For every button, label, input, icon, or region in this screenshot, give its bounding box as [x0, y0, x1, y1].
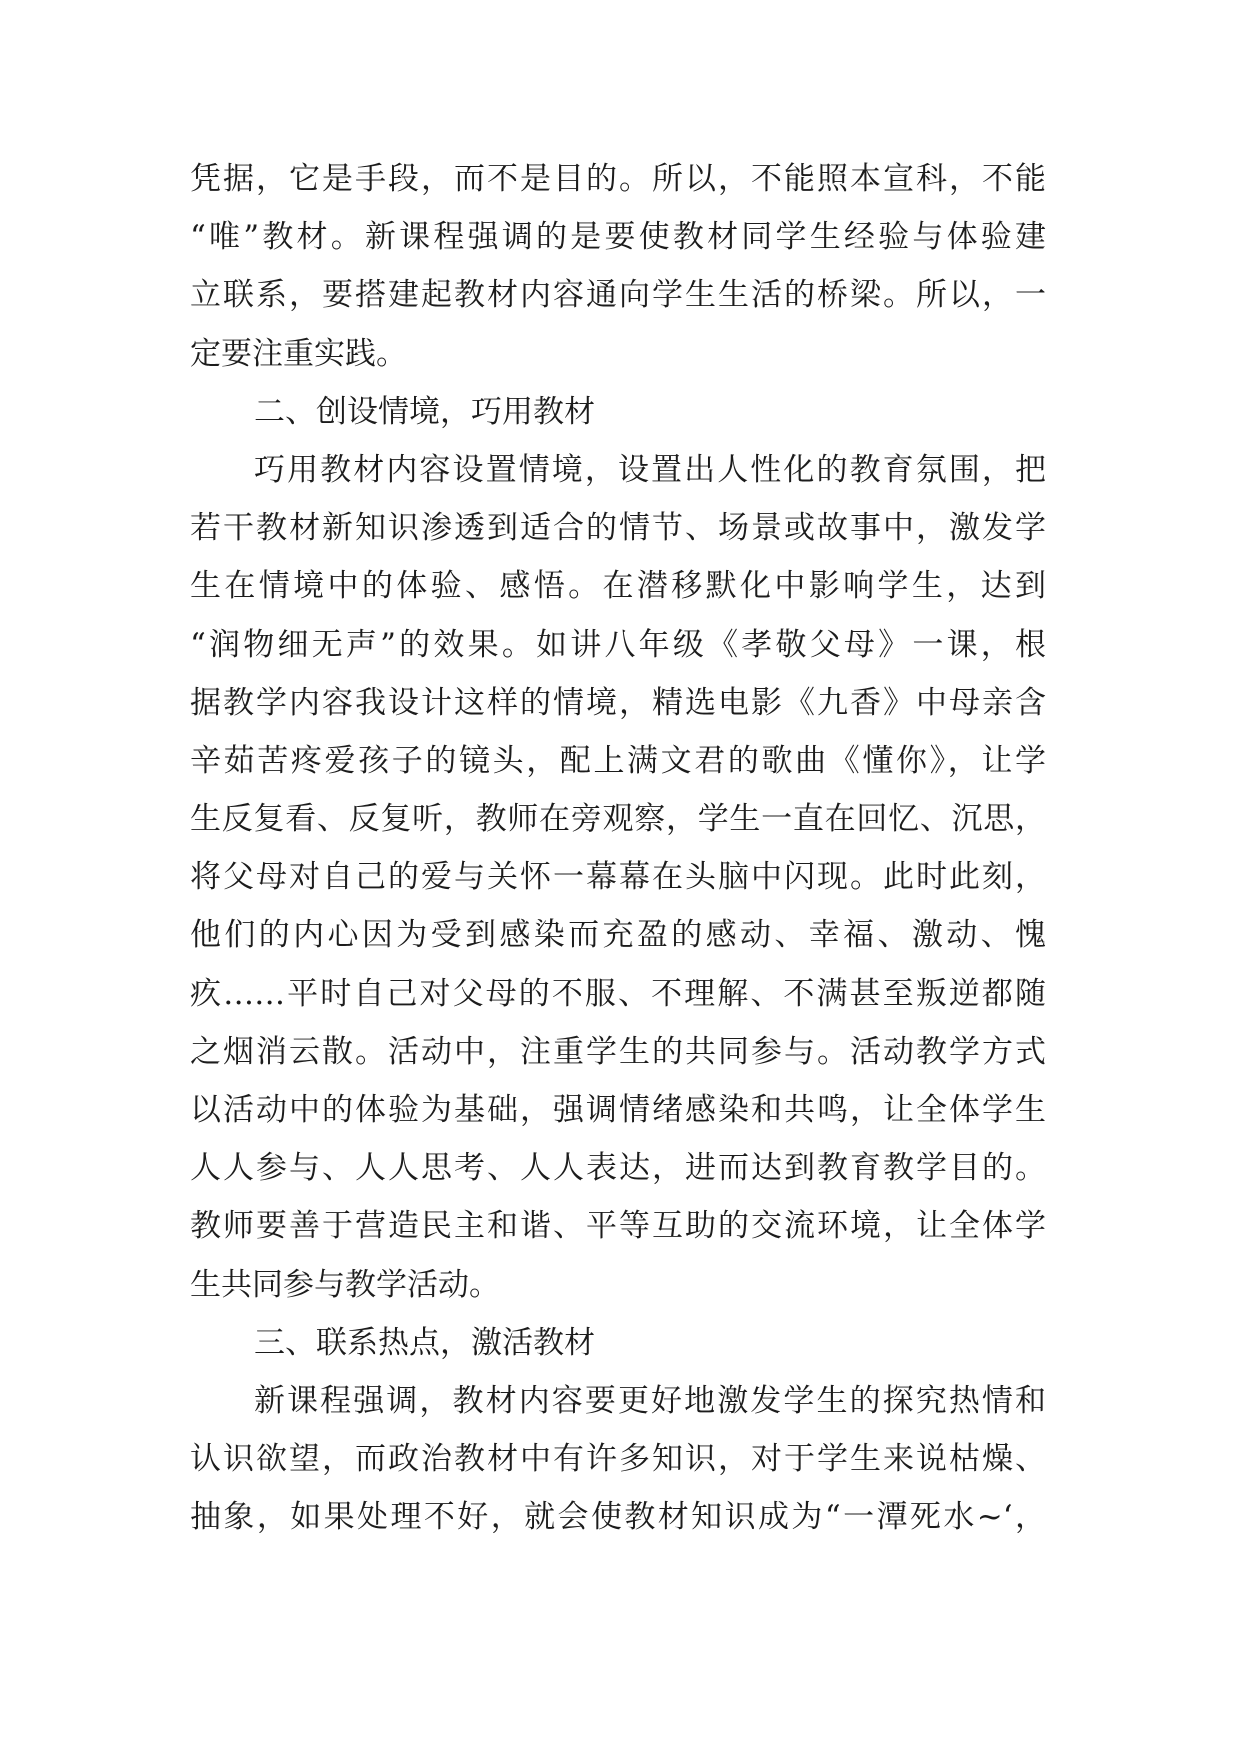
paragraph-line: 他们的内心因为受到感染而充盈的感动、幸福、激动、愧: [190, 917, 1046, 954]
paragraph-line: 以活动中的体验为基础，强调情绪感染和共鸣，让全体学生: [190, 1092, 1046, 1128]
document-body: [190, 150, 1046, 1547]
section-heading: 三、联系热点，激活教材: [254, 1324, 595, 1361]
paragraph-line: 认识欲望，而政治教材中有许多知识，对于学生来说枯燥、: [190, 1441, 1046, 1478]
paragraph-line: 抽象，如果处理不好，就会使教材知识成为“一潭死水~‘，: [190, 1499, 1046, 1536]
paragraph-line: 人人参与、人人思考、人人表达，进而达到教育教学目的。: [190, 1150, 1046, 1187]
paragraph-line: 立联系，要搭建起教材内容通向学生生活的桥梁。所以，一: [190, 277, 1046, 314]
paragraph-line: 辛茹苦疼爱孩子的镜头，配上满文君的歌曲《懂你》，让学: [190, 742, 1046, 779]
paragraph-line: 之烟消云散。活动中，注重学生的共同参与。活动教学方式: [190, 1033, 1046, 1070]
paragraph-line: 教师要善于营造民主和谐、平等互助的交流环境，让全体学: [190, 1208, 1046, 1245]
paragraph-line: “唯”教材。新课程强调的是要使教材同学生经验与体验建: [190, 219, 1046, 256]
paragraph-line: 将父母对自己的爱与关怀一幕幕在头脑中闪现。此时此刻，: [190, 859, 1046, 896]
paragraph-line: “润物细无声”的效果。如讲八年级《孝敬父母》一课，根: [190, 626, 1046, 663]
paragraph-line: 凭据，它是手段，而不是目的。所以，不能照本宣科，不能: [190, 161, 1046, 197]
paragraph-line: 新课程强调，教材内容要更好地激发学生的探究热情和: [254, 1382, 1046, 1419]
paragraph-line: 定要注重实践。: [190, 335, 407, 372]
paragraph-line: 据教学内容我设计这样的情境，精选电影《九香》中母亲含: [190, 684, 1046, 721]
paragraph-line: 生反复看、反复听，教师在旁观察，学生一直在回忆、沉思，: [190, 801, 1046, 838]
paragraph-line: 疚……平时自己对父母的不服、不理解、不满甚至叛逆都随: [190, 975, 1046, 1012]
paragraph-line: 生在情境中的体验、感悟。在潜移默化中影响学生，达到: [190, 568, 1046, 605]
section-heading: 二、创设情境，巧用教材: [254, 393, 595, 430]
paragraph-line: 生共同参与教学活动。: [190, 1266, 500, 1303]
paragraph-line: 巧用教材内容设置情境，设置出人性化的教育氛围，把: [254, 451, 1046, 488]
paragraph-line: 若干教材新知识渗透到适合的情节、场景或故事中，激发学: [190, 510, 1046, 547]
